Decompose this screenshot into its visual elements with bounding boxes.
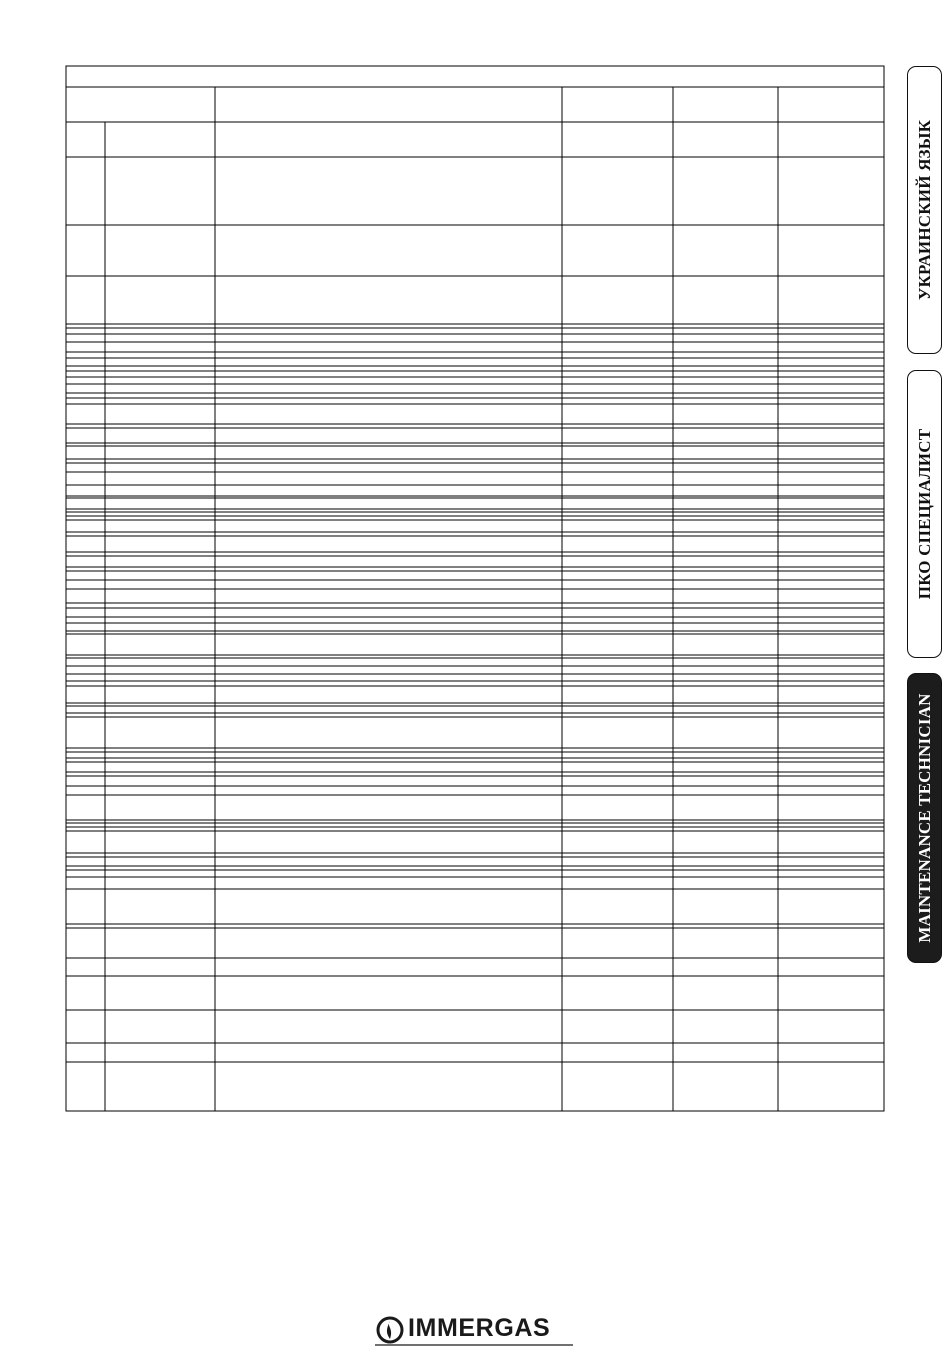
tab-user[interactable] <box>907 66 942 354</box>
tab-installer[interactable] <box>907 370 942 658</box>
tab-installer-label: ПКО СПЕЦИАЛИСТ <box>914 428 934 600</box>
immergas-logo <box>375 1313 577 1347</box>
tab-maintenance-label: MAINTENANCE TECHNICIAN <box>914 693 934 943</box>
logo-wordmark: IMMERGAS <box>408 1314 551 1342</box>
tab-maintenance[interactable] <box>907 673 942 963</box>
table-frame <box>66 66 884 1111</box>
logo-underline <box>375 1343 577 1349</box>
immergas-flame-icon <box>375 1313 405 1347</box>
tab-user-label: УКРАИНСКИЙ ЯЗЫК <box>914 119 934 301</box>
